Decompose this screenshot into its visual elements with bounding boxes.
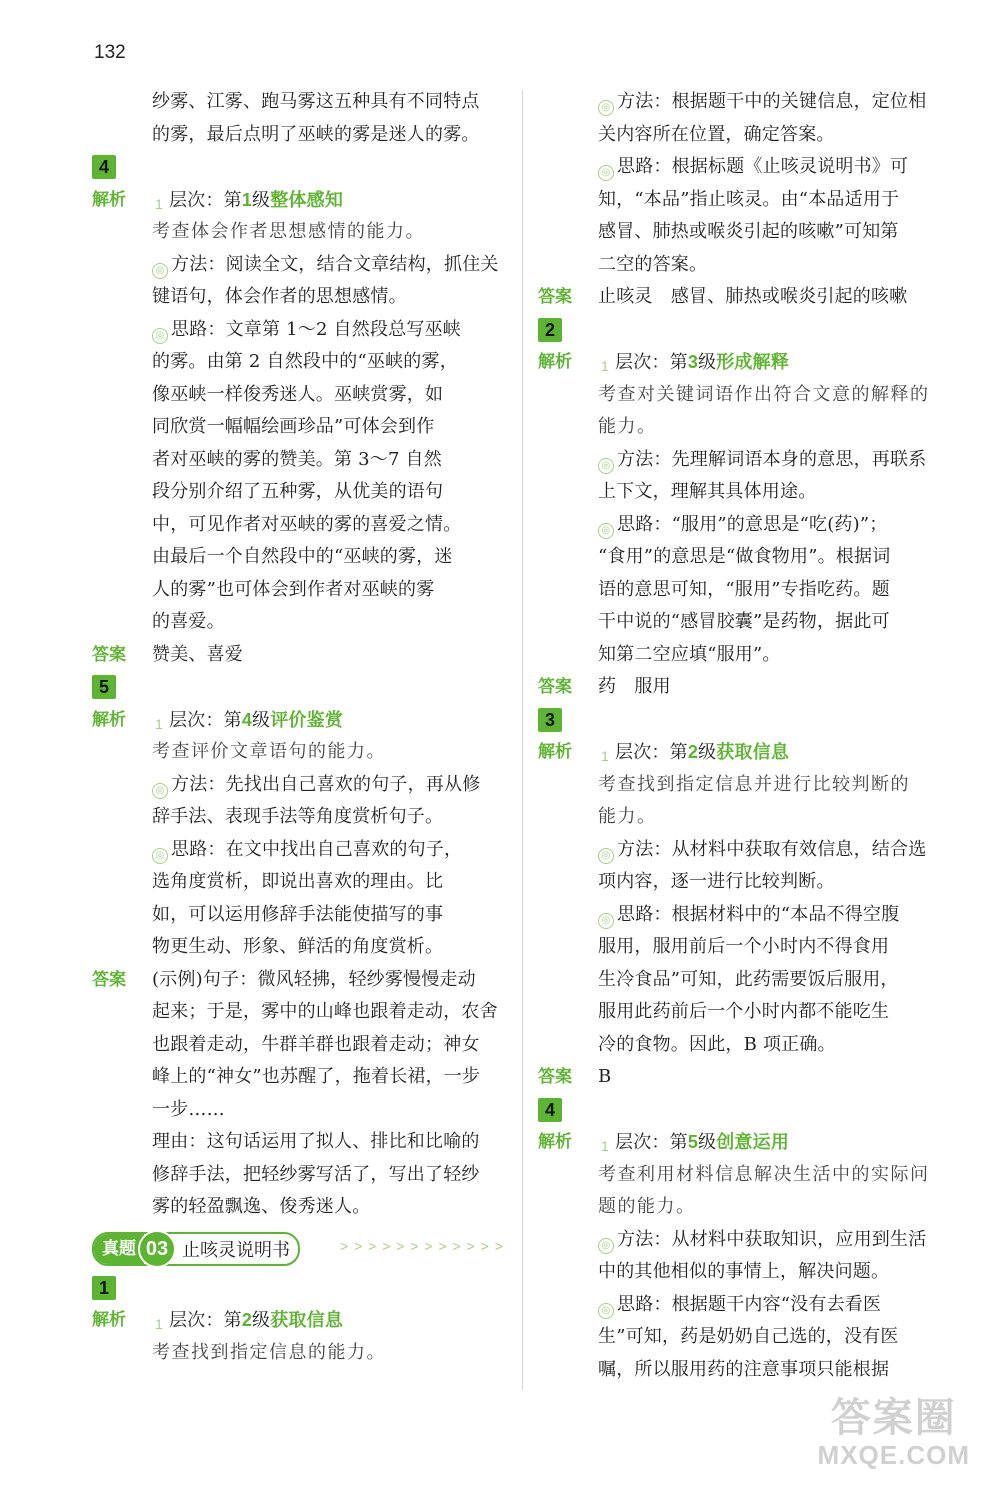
watermark-logo-text: 答案圈 bbox=[830, 1396, 957, 1440]
level-name: 创意运用 bbox=[716, 1132, 790, 1152]
method-line: 键语句，体会作者的思想感情。 bbox=[152, 286, 407, 307]
analysis-tag: 解析 bbox=[92, 189, 126, 209]
answer-line: 一步…… bbox=[152, 1098, 225, 1120]
intro-line: 的雾，最后点明了巫峡的雾是迷人的雾。 bbox=[152, 123, 480, 145]
column-divider bbox=[522, 90, 523, 1390]
thinking-line: 语的意思可知，“服用”专指吃药。题 bbox=[598, 578, 890, 600]
thinking-line: 物更生动、形象、鲜活的角度赏析。 bbox=[152, 936, 444, 957]
thinking-icon: ◎ bbox=[598, 165, 614, 181]
answer-text: 止咳灵 感冒、肺热或喉炎引起的咳嗽 bbox=[598, 286, 908, 307]
analysis-tag: 解析 bbox=[538, 742, 572, 761]
assessment-line: 考查体会作者思想感情的能力。 bbox=[152, 221, 425, 242]
answer-tag: 答案 bbox=[538, 1067, 572, 1086]
answer-text: B bbox=[598, 1066, 612, 1087]
assessment-line: 考查找到指定信息的能力。 bbox=[152, 1341, 386, 1363]
level-icon: 1 bbox=[155, 1316, 163, 1332]
level-name: 整体感知 bbox=[270, 189, 344, 210]
level-name: 获取信息 bbox=[716, 742, 790, 762]
reason-line: 雾的轻盈飘逸、俊秀迷人。 bbox=[152, 1196, 371, 1217]
thinking-line: 知第二空应填“服用”。 bbox=[598, 643, 781, 665]
thinking-line: 由最后一个自然段中的“巫峡的雾，迷 bbox=[152, 546, 453, 567]
thinking-line: 的喜爱。 bbox=[152, 611, 225, 632]
thinking-icon: ◎ bbox=[152, 328, 168, 344]
question-number-badge: 5 bbox=[92, 675, 116, 699]
answer-tag: 答案 bbox=[538, 677, 572, 696]
thinking-line: 如，可以运用修辞手法能使描写的事 bbox=[152, 903, 444, 925]
method-line: 方法：阅读全文，结合文章结构，抓住关 bbox=[171, 253, 499, 275]
thinking-line: 段分别介绍了五种雾，从优美的语句 bbox=[152, 481, 444, 502]
section-header bbox=[88, 1224, 508, 1272]
method-line: 辞手法、表现手法等角度赏析句子。 bbox=[152, 806, 444, 827]
thinking-line: 的雾。由第 2 自然段中的“巫峡的雾， bbox=[152, 351, 458, 372]
assessment-line: 考查利用材料信息解决生活中的实际问 bbox=[598, 1163, 930, 1185]
right-column: ◎ 方法：根据题干中的关键信息，定位相 关内容所在位置，确定答案。 ◎ 思路：根据标题《止咳灵说明书》可 知，“本品”指止咳灵。由“本品适用于 感冒、肺热或喉炎引起的咳嗽”可知第 二空的答案。 答案 止咳灵 感冒、肺热或喉炎引起的咳嗽 2 解析 1 层次：第3级形成解释 考查对关键词语作出符合文意的解释的 能力。 ◎ 方法：先理解词语本身的意思，再联系 上下文，理解其具体用途。 ◎ 思路：“服用”的意思是“吃(药)”； “食用”的意思是“做食物用”。根据词 语的意思可知，“服用”专指吃药。题 干中说的“感冒胶囊”是药物，据此可 知第二空应填“服用”。 答案 药 服用 3 解析 1 层次：第2级获取信息 考查找到指定信息并进行比较判断的 能力。 ◎ 方法：从材料中获取有效信息，结合选 项内容，逐一进行比较判断。 ◎ 思路：根据材料中的“本品不得空腹 服用，服用前后一个小时内不得食用 生冷食品”可知，此药需要饭后服用， 服用此药前后一个小时内都不能吃生 冷的食物。因此，B 项正确。 答案 B 4 解析 1 层次：第5级创意运用 考查利用材料信息解决生活中的实际问 题的能力。 ◎ 方法：从材料中获取知识，应用到生活 中的其他相似的事情上，解决问题。 ◎ 思路：根据题干内容“没有去看医 生”可知，药是奶奶自己选的，没有医 嘱，所以服用药的注意事项只能根据 bbox=[534, 86, 954, 1386]
analysis-tag: 解析 bbox=[92, 709, 126, 729]
method-icon: ◎ bbox=[598, 848, 614, 864]
question-number-badge: 4 bbox=[92, 155, 116, 179]
answer-tag: 答案 bbox=[92, 969, 126, 989]
level-name: 评价鉴赏 bbox=[270, 709, 344, 730]
answer-text: 药 服用 bbox=[598, 676, 671, 697]
answer-line: 峰上的“神女”也苏醒了，拖着长裙，一步 bbox=[152, 1066, 481, 1087]
level-icon: 1 bbox=[601, 748, 609, 764]
thinking-line: 思路：文章第 1～2 自然段总写巫峡 bbox=[171, 318, 461, 340]
thinking-line: 像巫峡一样俊秀迷人。巫峡赏雾，如 bbox=[152, 383, 444, 405]
section-arrows: > > > > > > > > > > > > bbox=[340, 1237, 504, 1254]
analysis-tag: 解析 bbox=[92, 1310, 126, 1329]
method-line: 上下文，理解其具体用途。 bbox=[598, 481, 817, 502]
thinking-line: 者对巫峡的雾的赞美。第 3～7 自然 bbox=[152, 448, 442, 470]
thinking-line: 中，可见作者对巫峡的雾的喜爱之情。 bbox=[152, 513, 462, 535]
level-name: 获取信息 bbox=[270, 1310, 344, 1330]
thinking-line: 嘱，所以服用药的注意事项只能根据 bbox=[598, 1358, 890, 1380]
method-line: 方法：从材料中获取知识，应用到生活 bbox=[617, 1228, 927, 1250]
thinking-line: 知，“本品”指止咳灵。由“本品适用于 bbox=[598, 188, 900, 210]
thinking-line: 感冒、肺热或喉炎引起的咳嗽”可知第 bbox=[598, 221, 899, 242]
reason-line: 理由：这句话运用了拟人、排比和比喻的 bbox=[152, 1131, 480, 1152]
method-line: 方法：从材料中获取有效信息，结合选 bbox=[617, 838, 927, 860]
section-title: 止咳灵说明书 bbox=[182, 1239, 290, 1261]
method-icon: ◎ bbox=[598, 1238, 614, 1254]
method-line: 方法：先找出自己喜欢的句子，再从修 bbox=[171, 773, 481, 795]
assessment-line: 考查对关键词语作出符合文意的解释的 bbox=[598, 383, 930, 405]
thinking-line: 服用，服用前后一个小时内不得食用 bbox=[598, 936, 890, 957]
assessment-line: 题的能力。 bbox=[598, 1196, 696, 1217]
method-line: 关内容所在位置，确定答案。 bbox=[598, 123, 835, 145]
method-icon: ◎ bbox=[598, 100, 614, 116]
method-line: 项内容，逐一进行比较判断。 bbox=[598, 871, 835, 892]
thinking-line: 思路：根据题干内容“没有去看医 bbox=[617, 1293, 882, 1315]
section-tag: 真题 bbox=[94, 1234, 144, 1264]
method-icon: ◎ bbox=[598, 458, 614, 474]
level-icon: 1 bbox=[601, 358, 609, 374]
answer-line: (示例)句子：微风轻拂，轻纱雾慢慢走动 bbox=[152, 968, 476, 990]
thinking-line: 干中说的“感冒胶囊”是药物，据此可 bbox=[598, 611, 890, 632]
assessment-line: 能力。 bbox=[598, 416, 657, 437]
thinking-line: 思路：“服用”的意思是“吃(药)”； bbox=[617, 513, 888, 535]
thinking-icon: ◎ bbox=[598, 1303, 614, 1319]
answer-tag: 答案 bbox=[538, 287, 572, 306]
assessment-line: 考查评价文章语句的能力。 bbox=[152, 741, 386, 762]
thinking-line: 生”可知，药是奶奶自己选的，没有医 bbox=[598, 1326, 899, 1347]
reason-line: 修辞手法，把轻纱雾写活了，写出了轻纱 bbox=[152, 1163, 480, 1185]
thinking-line: 选角度赏析，即说出喜欢的理由。比 bbox=[152, 871, 444, 892]
thinking-line: 人的雾”也可体会到作者对巫峡的雾 bbox=[152, 578, 435, 600]
question-number-badge: 2 bbox=[538, 318, 562, 342]
answer-line: 也跟着走动，牛群羊群也跟着走动；神女 bbox=[152, 1033, 480, 1055]
assessment-line: 能力。 bbox=[598, 806, 657, 827]
method-line: 中的其他相似的事情上，解决问题。 bbox=[598, 1261, 890, 1282]
method-line: 方法：根据题干中的关键信息，定位相 bbox=[617, 91, 927, 112]
thinking-line: 生冷食品”可知，此药需要饭后服用， bbox=[598, 968, 899, 990]
analysis-tag: 解析 bbox=[538, 352, 572, 371]
question-number-badge: 4 bbox=[538, 1098, 562, 1122]
method-icon: ◎ bbox=[152, 783, 168, 799]
watermark-url: MXQE.COM bbox=[817, 1440, 970, 1470]
answer-text: 赞美、喜爱 bbox=[152, 643, 243, 665]
method-icon: ◎ bbox=[152, 263, 168, 279]
thinking-line: 思路：根据材料中的“本品不得空腹 bbox=[617, 903, 900, 925]
section-number: 03 bbox=[138, 1230, 176, 1268]
watermark bbox=[818, 1396, 970, 1470]
level-name: 形成解释 bbox=[716, 352, 790, 372]
thinking-line: “食用”的意思是“做食物用”。根据词 bbox=[598, 546, 891, 567]
thinking-line: 二空的答案。 bbox=[598, 253, 708, 275]
thinking-icon: ◎ bbox=[152, 848, 168, 864]
level-icon: 1 bbox=[155, 715, 163, 732]
question-number-badge: 1 bbox=[92, 1276, 116, 1300]
answer-tag: 答案 bbox=[92, 644, 126, 664]
question-number-badge: 3 bbox=[538, 708, 562, 732]
thinking-line: 冷的食物。因此，B 项正确。 bbox=[598, 1033, 836, 1055]
analysis-tag: 解析 bbox=[538, 1132, 572, 1151]
thinking-line: 服用此药前后一个小时内都不能吃生 bbox=[598, 1001, 890, 1022]
left-column: 纱雾、江雾、跑马雾这五种具有不同特点 的雾，最后点明了巫峡的雾是迷人的雾。 4 解析 1 层次：第1级整体感知 考查体会作者思想感情的能力。 ◎ 方法：阅读全文，结合文章结构，抓住关 键语句，体会作者的思想感情。 ◎ 思路：文章第 1～2 自然段总写巫峡 的雾。由第 2 自然段中的“巫峡的雾， 像巫峡一样俊秀迷人。巫峡赏雾，如 同欣赏一幅幅绘画珍品”可体会到作 者对巫峡的雾的赞美。第 3～7 自然 段分别介绍了五种雾，从优美的语句 中，可见作者对巫峡的雾的喜爱之情。 由最后一个自然段中的“巫峡的雾，迷 人的雾”也可体会到作者对巫峡的雾 的喜爱。 答案 赞美、喜爱 5 解析 1 层次：第4级评价鉴赏 考查评价文章语句的能力。 ◎ 方法：先找出自己喜欢的句子，再从修 辞手法、表现手法等角度赏析句子。 ◎ 思路：在文中找出自己喜欢的句子， 选角度赏析，即说出喜欢的理由。比 如，可以运用修辞手法能使描写的事 物更生动、形象、鲜活的角度赏析。 答案 (示例)句子：微风轻拂，轻纱雾慢慢走动 起来；于是，雾中的山峰也跟着走动，农舍 也跟着走动，牛群羊群也跟着走动；神女 峰上的“神女”也苏醒了，拖着长裙，一步 一步…… 理由：这句话运用了拟人、排比和比喻的 修辞手法，把轻纱雾写活了，写出了轻纱 雾的轻盈飘逸、俊秀迷人。 真题 03 止咳灵说明书 > > > > > > > > > > > > 1 解析 1 层次：第2级获取信息 考查找到指定信息的能力。 bbox=[88, 86, 508, 1369]
level-icon: 1 bbox=[155, 195, 163, 212]
intro-line: 纱雾、江雾、跑马雾这五种具有不同特点 bbox=[152, 91, 480, 112]
thinking-line: 思路：在文中找出自己喜欢的句子， bbox=[171, 838, 463, 860]
answer-line: 起来；于是，雾中的山峰也跟着走动，农舍 bbox=[152, 1001, 498, 1022]
thinking-line: 同欣赏一幅幅绘画珍品”可体会到作 bbox=[152, 416, 435, 437]
assessment-line: 考查找到指定信息并进行比较判断的 bbox=[598, 773, 910, 795]
thinking-icon: ◎ bbox=[598, 523, 614, 539]
thinking-icon: ◎ bbox=[598, 913, 614, 929]
page-number: 132 bbox=[94, 42, 126, 63]
thinking-line: 思路：根据标题《止咳灵说明书》可 bbox=[617, 156, 909, 177]
level-icon: 1 bbox=[601, 1138, 609, 1154]
method-line: 方法：先理解词语本身的意思，再联系 bbox=[617, 448, 927, 470]
